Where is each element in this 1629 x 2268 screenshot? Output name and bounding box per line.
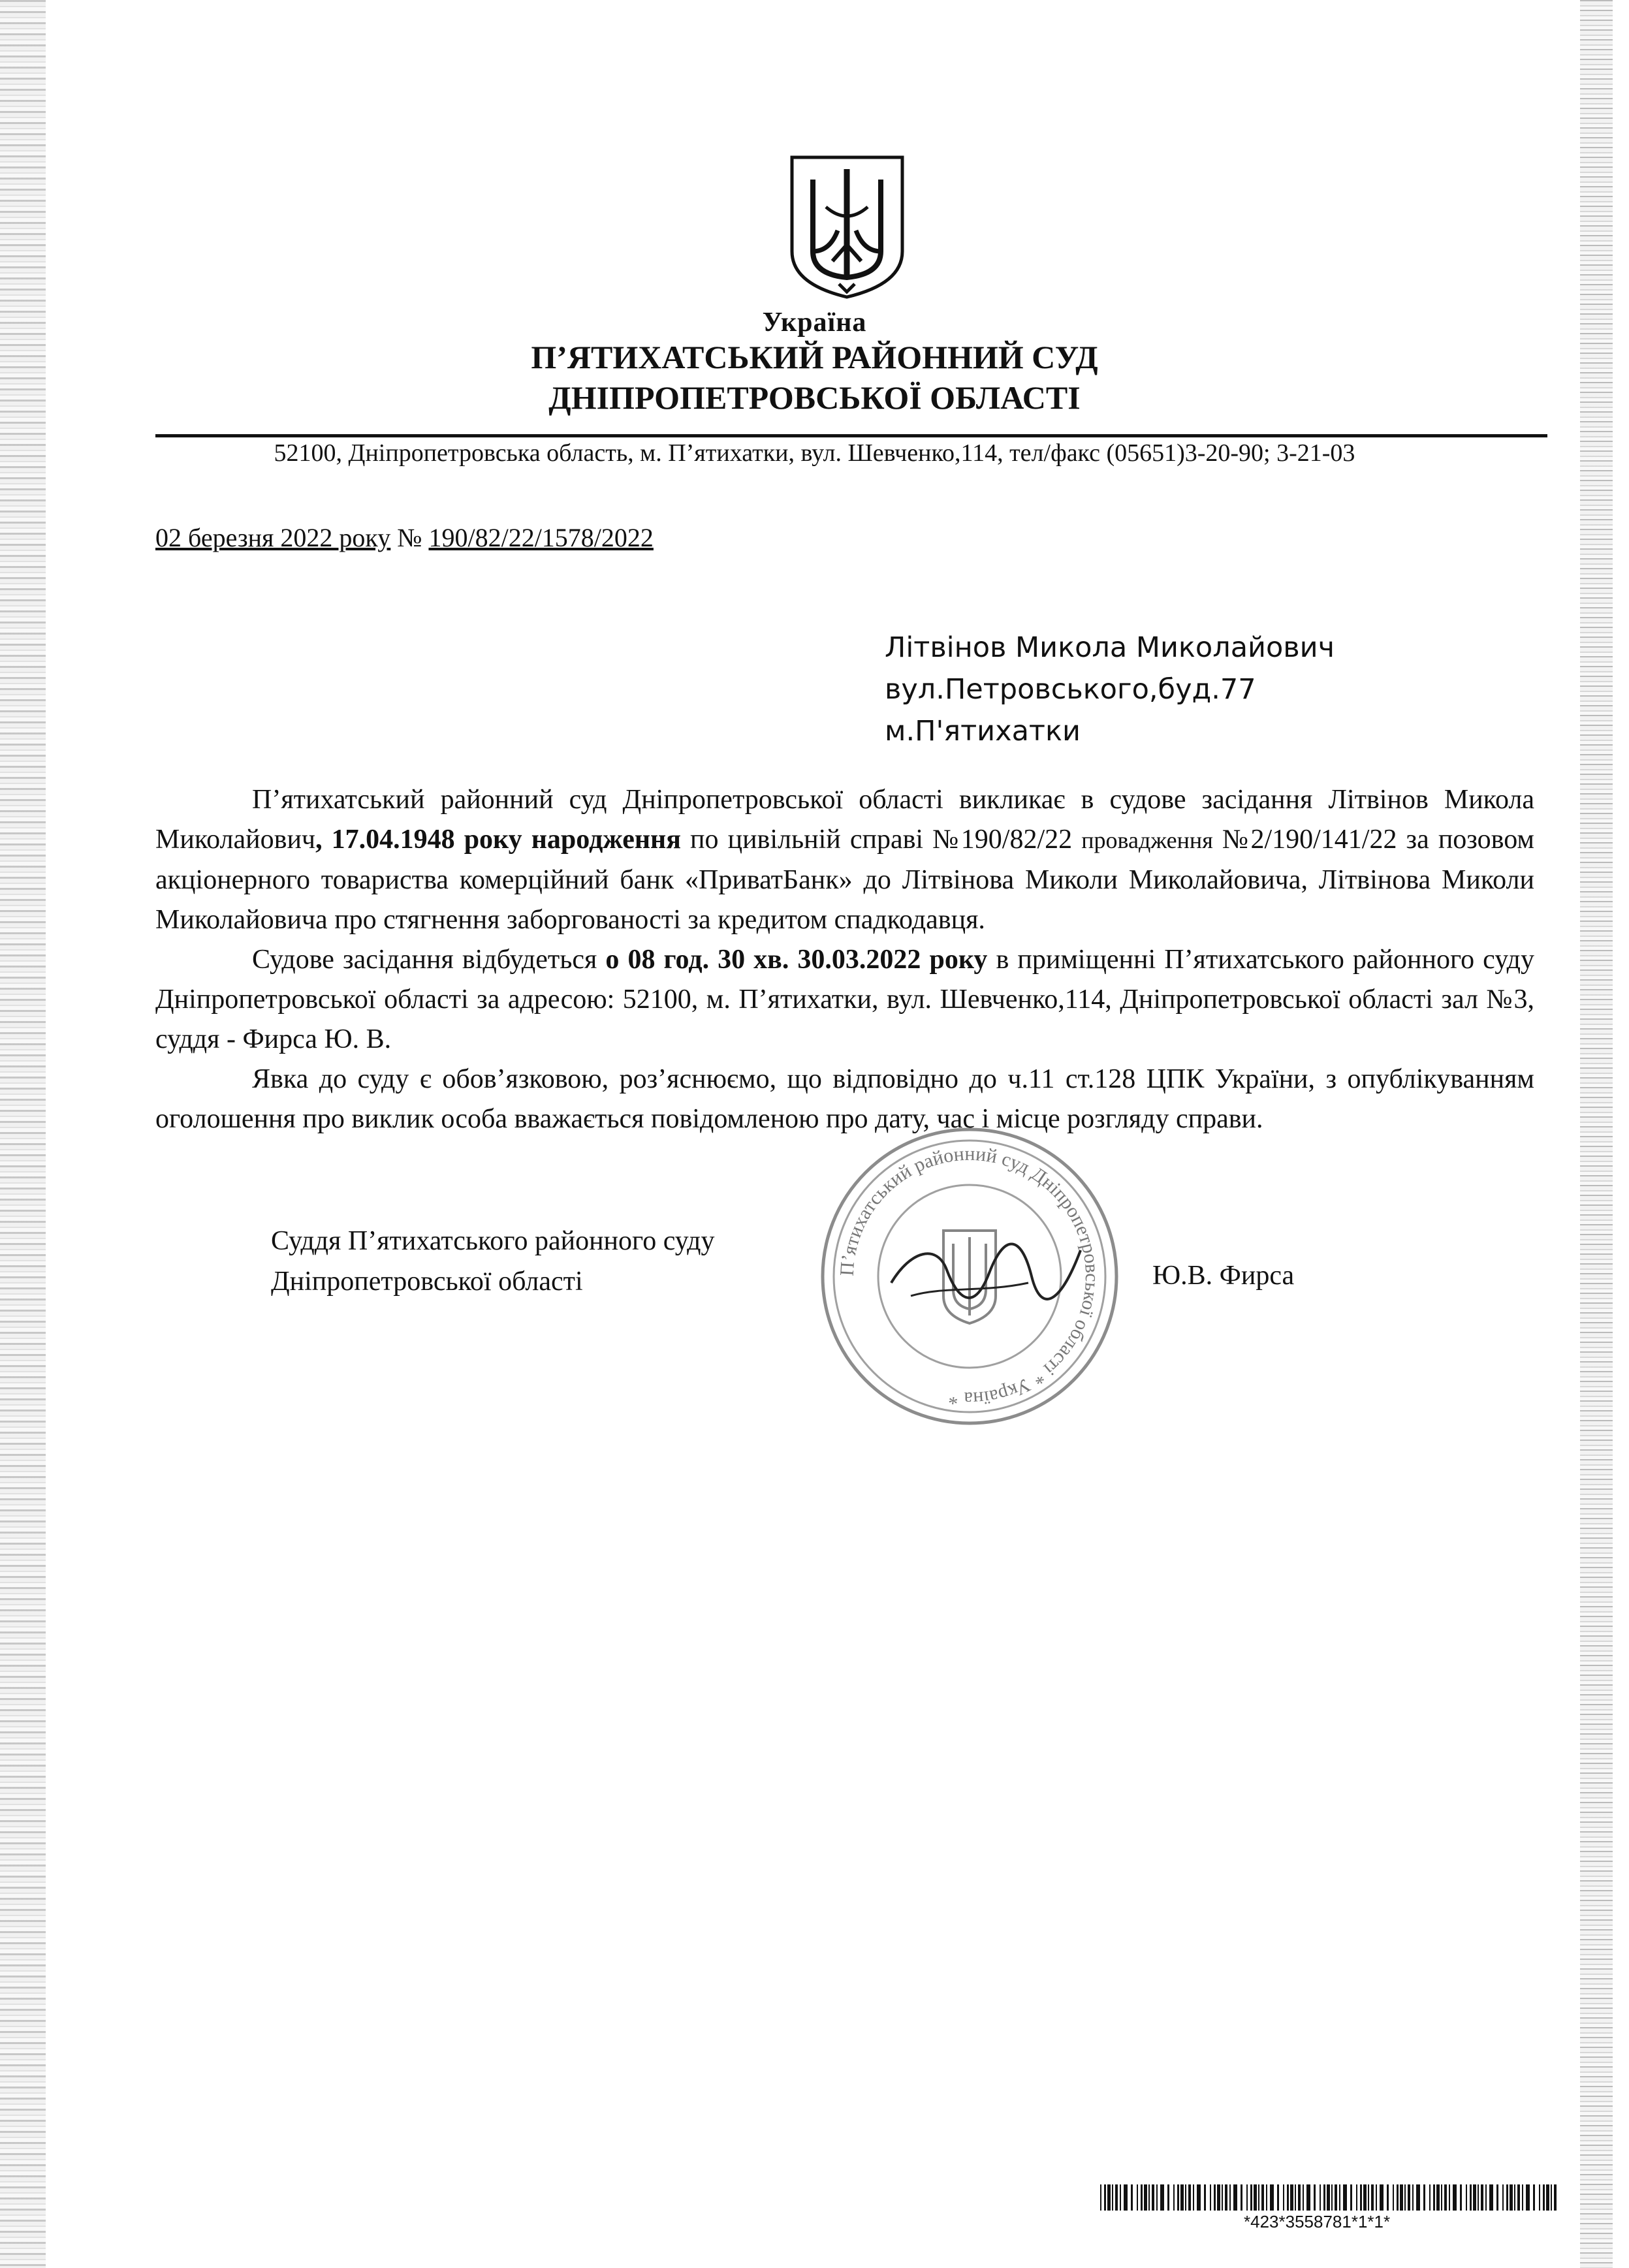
barcode-bar [1197,2184,1201,2211]
barcode-bar [1489,2184,1493,2211]
barcode [1100,2184,1560,2211]
barcode-bar [1436,2184,1440,2211]
court-seal-stamp [813,1120,1126,1433]
paragraph-attendance: Явка до суду є обов’язковою, роз’яснюємо, що відповідно до ч.11 ст.128 ЦПК України, з опублікуванням оголошення про виклик особа вважається повідомленою про дату, час і місце розгляду справи. [155,1064,1534,1134]
barcode-bar [1368,2184,1369,2211]
barcode-bar [1258,2184,1259,2211]
barcode-bar [1156,2184,1158,2211]
barcode-bar [1124,2184,1128,2211]
barcode-bar [1148,2184,1150,2211]
p2-text-c: в приміщенні П’ятихатського районного суду Дніпропетровської області за адресою: 52100, м. П’ятихатки, вул. Шевченко,114, Дніпропетровської області зал №3, суддя - Фирса Ю. В. [155,945,1534,1054]
barcode-bar [1510,2184,1513,2211]
barcode-bar [1466,2184,1467,2211]
barcode-bar [1137,2184,1138,2211]
barcode-bar [1554,2184,1557,2211]
p1-text-d: провадження [1081,827,1213,853]
barcode-bar [1160,2184,1164,2211]
seal-ring-text: П’ятихатський районний суд Дніпропетровської області * Україна * [836,1142,1103,1410]
barcode-bar [1314,2184,1316,2211]
barcode-bar [1290,2184,1293,2211]
barcode-bar [1360,2184,1362,2211]
barcode-bar [1408,2184,1410,2211]
barcode-bar [1502,2184,1504,2211]
trident-emblem-icon [787,153,908,300]
barcode-bar [1222,2184,1223,2211]
barcode-bar [1131,2184,1133,2211]
barcode-bar [1188,2184,1191,2211]
barcode-bar [1204,2184,1206,2211]
signatory-name: Ю.В. Фирса [1152,1261,1295,1291]
barcode-bar [1533,2184,1535,2211]
barcode-bar [1506,2184,1508,2211]
p1-text-e: №2/190/141/22 за позовом акціонерного товариства комерційний банк «ПриватБанк» до Літвінова Миколи Миколайовича, Літвінова Миколи Миколайовича про стягнення заборгованості за кредитом спадкодавця. [155,825,1534,935]
barcode-bar [1380,2184,1384,2211]
document-number: 190/82/22/1578/2022 [428,523,654,552]
barcode-bar [1217,2184,1220,2211]
barcode-bar [1100,2184,1101,2211]
barcode-bar [1444,2184,1447,2211]
barcode-bar [1295,2184,1296,2211]
barcode-bar [1412,2184,1414,2211]
barcode-bar [1339,2184,1340,2211]
barcode-bar [1423,2184,1425,2211]
barcode-bar [1246,2184,1248,2211]
barcode-bar [1270,2184,1274,2211]
barcode-bar [1371,2184,1374,2211]
barcode-bar [1173,2184,1175,2211]
barcode-bar [1539,2184,1540,2211]
barcode-bar [1144,2184,1147,2211]
recipient-name: Літвінов Микола Миколайович [885,631,1335,664]
barcode-bar [1481,2184,1483,2211]
barcode-bar [1254,2184,1257,2211]
barcode-bar [1449,2184,1450,2211]
barcode-bar [1327,2184,1330,2211]
barcode-bar [1298,2184,1301,2211]
recipient-block [885,627,1335,752]
barcode-bar [1214,2184,1216,2211]
barcode-bar [1393,2184,1394,2211]
signatory-title [271,1221,715,1302]
paragraph-hearing [155,940,1534,1060]
barcode-bar [1416,2184,1420,2211]
barcode-bar [1522,2184,1523,2211]
barcode-bar [1514,2184,1515,2211]
barcode-bar [1485,2184,1487,2211]
barcode-bar [1397,2184,1399,2211]
country-label: Україна [762,307,867,338]
barcode-bar [1287,2184,1289,2211]
barcode-bar [1185,2184,1186,2211]
barcode-bar [1104,2184,1106,2211]
barcode-bar [1441,2184,1442,2211]
barcode-bar [1225,2184,1227,2211]
barcode-bar [1546,2184,1549,2211]
barcode-bar [1141,2184,1143,2211]
barcode-bar [1107,2184,1111,2211]
barcode-bar [1120,2184,1121,2211]
barcode-bar [1400,2184,1403,2211]
barcode-bar [1496,2184,1498,2211]
p1-text-c: по цивільній справі №190/82/22 [680,825,1082,855]
signatory-title-line1: Суддя П’ятихатського районного суду [271,1226,715,1256]
document-date: 02 березня 2022 року [155,523,391,552]
signatory-title-line2: Дніпропетровської області [271,1267,583,1297]
barcode-bar [1376,2184,1377,2211]
barcode-bar [1283,2184,1284,2211]
barcode-bar [1551,2184,1552,2211]
barcode-bar [1335,2184,1337,2211]
p2-hearing-time: о 08 год. 30 хв. 30.03.2022 року [605,945,988,975]
header-divider [155,434,1547,437]
barcode-bar [1233,2184,1237,2211]
barcode-bar [1526,2184,1530,2211]
p2-text-a: Судове засідання відбудеться [252,945,606,975]
court-address: 52100, Дніпропетровська область, м. П’ятихатки, вул. Шевченко,114, тел/факс (05651)3-20-90; 3-21-03 [274,439,1355,467]
barcode-bar [1363,2184,1367,2211]
recipient-street: вул.Петровського,буд.77 [885,673,1256,706]
barcode-bar [1180,2184,1184,2211]
barcode-bar [1266,2184,1267,2211]
barcode-bar [1433,2184,1435,2211]
paragraph-summons [155,780,1534,940]
summons-body [155,780,1534,1139]
barcode-bar [1429,2184,1431,2211]
barcode-bar [1350,2184,1352,2211]
barcode-bar [1473,2184,1476,2211]
barcode-bar [1331,2184,1333,2211]
barcode-bar [1320,2184,1321,2211]
recipient-city: м.П'ятихатки [885,715,1081,748]
barcode-bar [1241,2184,1242,2211]
barcode-bar [1193,2184,1194,2211]
barcode-bar [1517,2184,1520,2211]
barcode-bar [1323,2184,1325,2211]
barcode-bar [1306,2184,1310,2211]
barcode-bar [1387,2184,1389,2211]
barcode-bar [1460,2184,1462,2211]
barcode-text: *423*3558781*1*1* [1244,2212,1391,2231]
number-sign: № [397,523,422,552]
barcode-bar [1167,2184,1169,2211]
barcode-bar [1112,2184,1113,2211]
barcode-bar [1277,2184,1279,2211]
barcode-bar [1229,2184,1231,2211]
p1-birthdate: , 17.04.1948 року народження [315,825,681,855]
barcode-bar [1453,2184,1457,2211]
barcode-bar [1250,2184,1252,2211]
barcode-bar [1210,2184,1211,2211]
court-name: П’ЯТИХАТСЬКИЙ РАЙОННИЙ СУД [531,339,1098,375]
barcode-bar [1177,2184,1179,2211]
barcode-bar [1543,2184,1545,2211]
barcode-bar [1303,2184,1304,2211]
barcode-bar [1261,2184,1264,2211]
barcode-bar [1470,2184,1472,2211]
barcode-bar [1115,2184,1118,2211]
barcode-bar [1152,2184,1154,2211]
document-reference [155,522,654,553]
barcode-bar [1478,2184,1479,2211]
barcode-bar [1404,2184,1406,2211]
barcode-bar [1356,2184,1357,2211]
p1-text-a: П’ятихатський районний суд Дніпропетровської області викликає в судове засідання Літвінов Микола Миколайович [155,785,1534,855]
barcode-bar [1343,2184,1347,2211]
court-region: ДНІПРОПЕТРОВСЬКОЇ ОБЛАСТІ [548,379,1081,416]
